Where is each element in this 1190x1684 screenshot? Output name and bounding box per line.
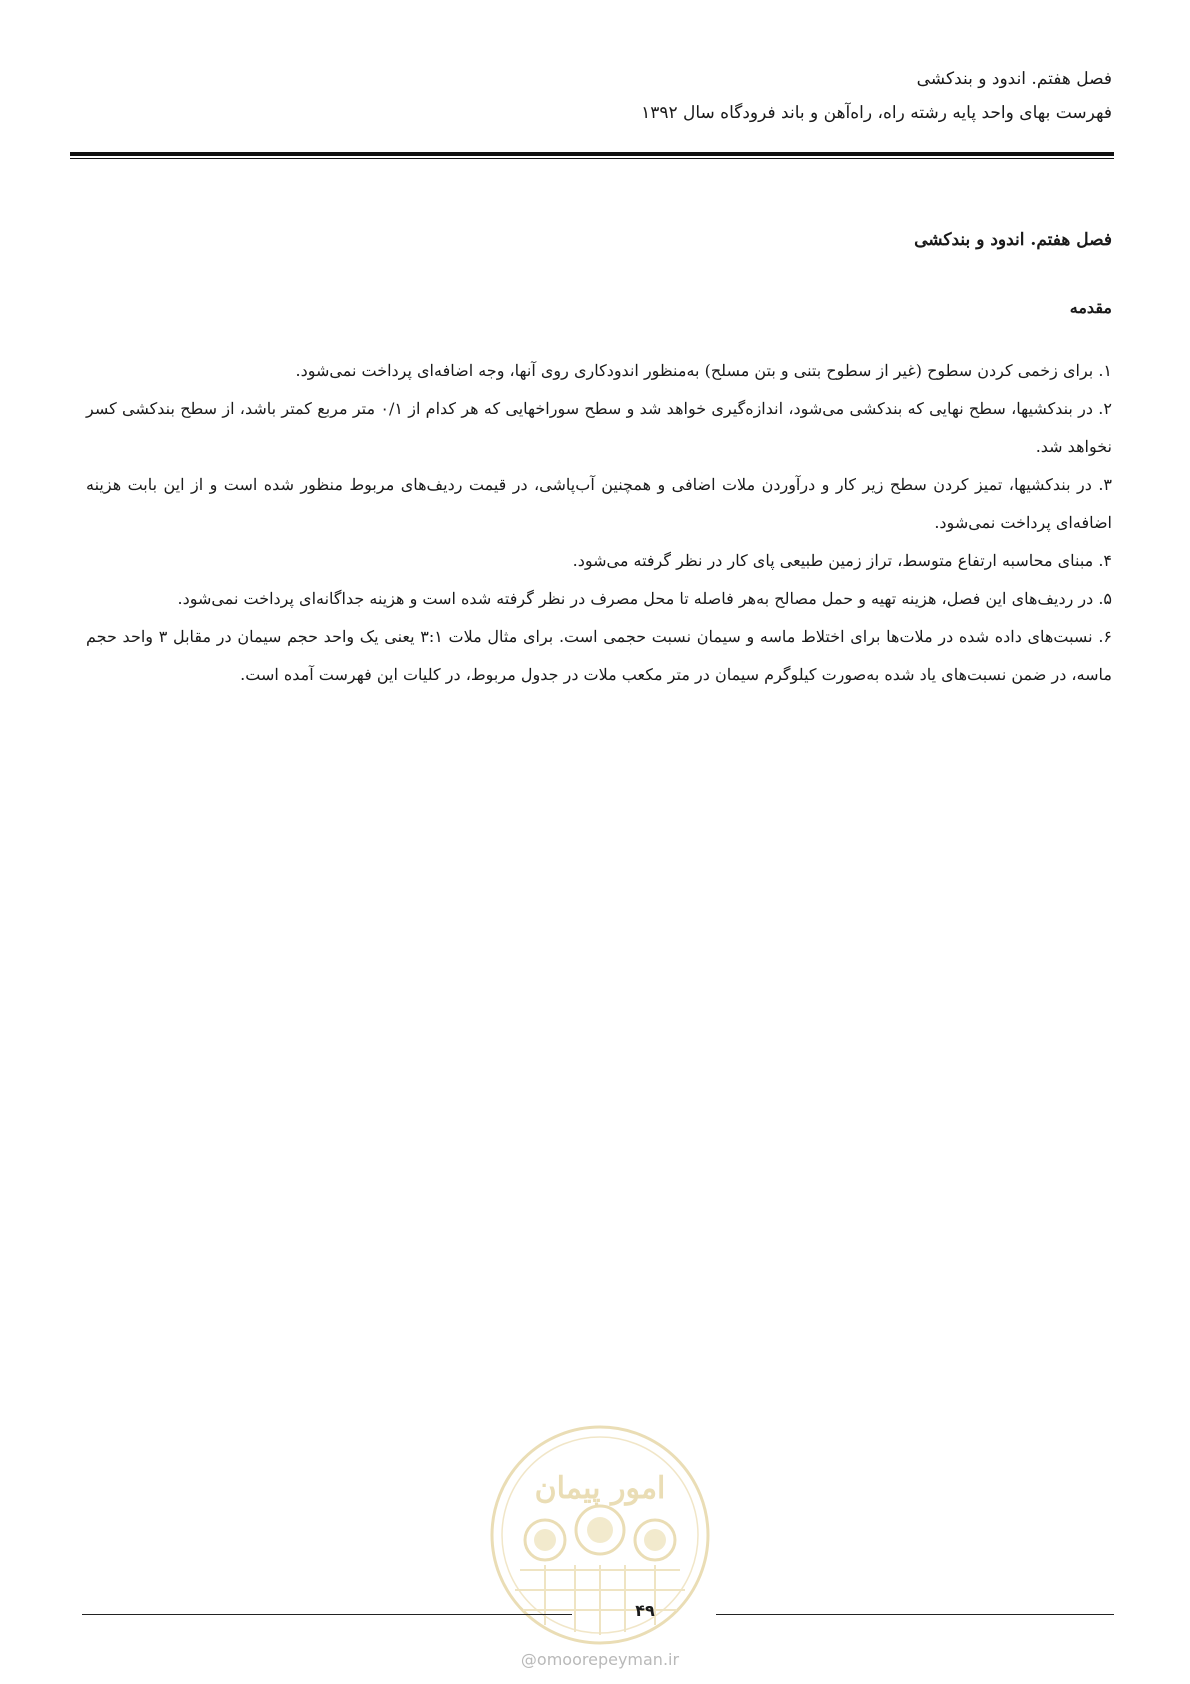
paragraph-4: ۴. مبنای محاسبه ارتفاع متوسط، تراز زمین طبیعی پای کار در نظر گرفته می‌شود. xyxy=(572,551,1112,570)
paragraph-5: ۵. در ردیف‌های این فصل، هزینه تهیه و حمل مصالح به‌هر فاصله تا محل مصرف در نظر گرفته شده است و هزینه جداگانه‌ای پرداخت نمی‌شود. xyxy=(177,589,1112,608)
paragraph-1: ۱. برای زخمی کردن سطوح (غیر از سطوح بتنی و بتن مسلح) به‌منظور اندودکاری روی آنها، وجه اضافه‌ای پرداخت نمی‌شود. xyxy=(295,361,1112,380)
paragraph-2: ۲. در بندکشیها، سطح نهایی که بندکشی می‌شود، اندازه‌گیری خواهد شد و سطح سوراخهایی که هر کدام از ۰/۱ متر مربع کمتر باشد، از سطح بندکشی کسر نخواهد شد. xyxy=(86,399,1112,456)
chapter-title: فصل هفتم. اندود و بندکشی xyxy=(914,230,1112,250)
watermark-logo-text: امور پیمان xyxy=(534,1471,666,1506)
intro-heading: مقدمه xyxy=(1069,298,1112,317)
site-watermark: @omoorepeyman.ir xyxy=(520,1650,680,1669)
footer-rule-left xyxy=(82,1614,572,1615)
paragraph-3: ۳. در بندکشیها، تمیز کردن سطح زیر کار و درآوردن ملات اضافی و همچنین آب‌پاشی، در قیمت ردیف‌های مربوط منظور شده است و از این بابت هزینه اضافه‌ای پرداخت نمی‌شود. xyxy=(86,475,1112,532)
running-header xyxy=(72,62,1112,130)
intro-body xyxy=(86,352,1112,694)
header-rule-thin xyxy=(70,158,1114,159)
running-header-title: فهرست بهای واحد پایه رشته راه، راه‌آهن و باند فرودگاه سال ۱۳۹۲ xyxy=(641,103,1112,123)
footer-rule-right xyxy=(716,1614,1114,1615)
paragraph-6: ۶. نسبت‌های داده شده در ملات‌ها برای اختلاط ماسه و سیمان نسبت حجمی است. برای مثال ملات ۳:۱ یعنی یک واحد حجم سیمان در مقابل ۳ واحد حجم ماسه، در ضمن نسبت‌های یاد شده به‌صورت کیلوگرم سیمان در متر مکعب ملات در جدول مربوط، در کلیات این فهرست آمده است. xyxy=(86,627,1112,684)
running-header-chapter: فصل هفتم. اندود و بندکشی xyxy=(916,69,1112,89)
page-number: ۴۹ xyxy=(635,1601,655,1620)
header-rule-thick xyxy=(70,152,1114,156)
